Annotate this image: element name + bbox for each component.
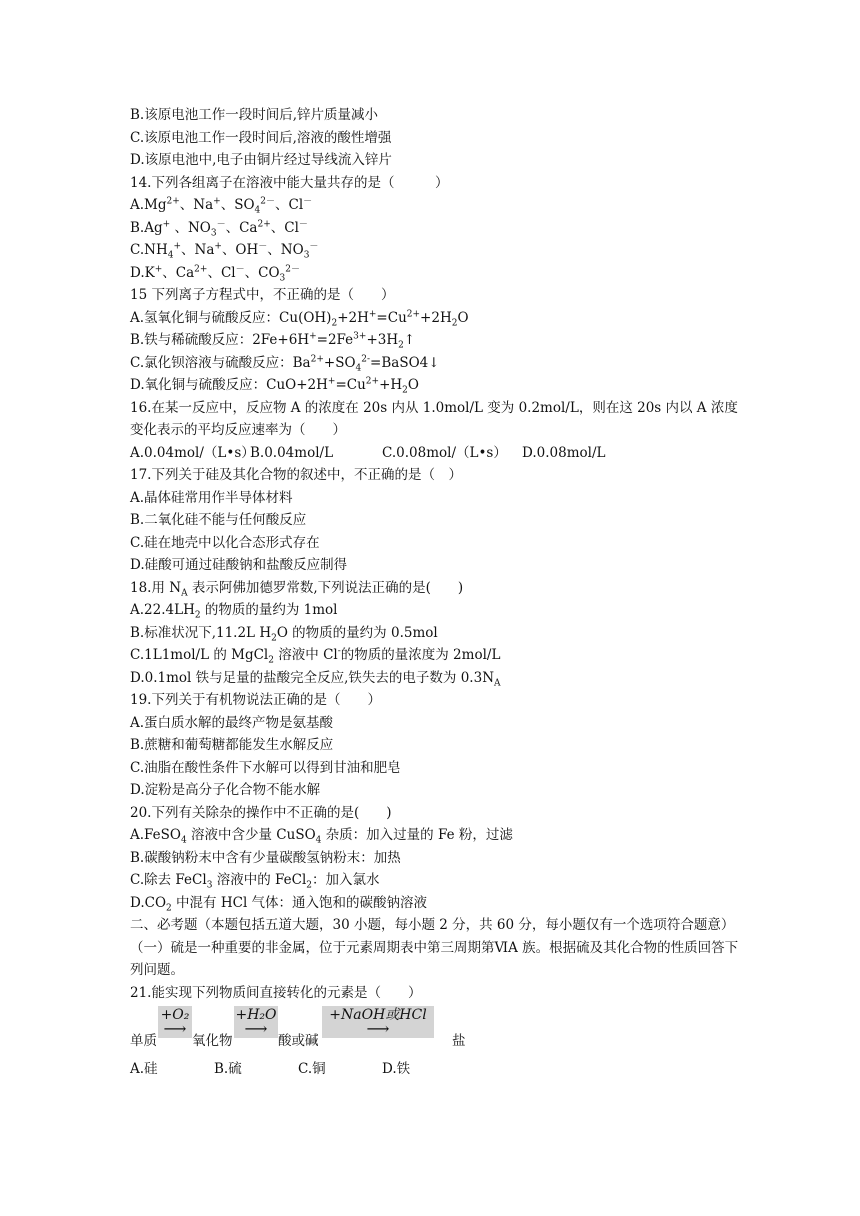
text-line-intro1: （一）硫是一种重要的非金属，位于元素周期表中第三周期第ⅥA 族。根据硫及其化合物的性质回答下列问题。 [130, 939, 739, 978]
text-line-q16: 16.在某一反应中，反应物 A 的浓度在 20s 内从 1.0mol/L 变为 0.2mol/L，则在这 20s 内以 A 浓度变化表示的平均反应速率为（ ） [130, 399, 738, 438]
arrow-label-a3: +NaOH或HCl [329, 1007, 427, 1023]
option-q21-0: A.硅 [130, 1061, 158, 1077]
formula-term-t3: 酸或碱 [278, 1032, 319, 1049]
text-line-q20: 20.下列有关除杂的操作中不正确的是( ) [130, 804, 392, 821]
text-line-c19: C.油脂在酸性条件下水解可以得到甘油和肥皂 [130, 759, 401, 776]
option-o16-3: D.0.08mol/L [522, 444, 606, 461]
option-o16-1: B.0.04mol/L [250, 444, 334, 461]
options-row-q21 [130, 1058, 750, 1081]
right-arrow-icon: ⟶ [366, 1019, 390, 1038]
option-o16-0: A.0.04mol/（L•s） [130, 444, 255, 461]
text-line-d13: D.该原电池中,电子由铜片经过导线流入锌片 [130, 152, 392, 168]
text-line-sec2: 二、必考题（本题包括五道大题，30 小题，每小题 2 分，共 60 分，每小题仅有一个选项符合题意） [130, 917, 735, 933]
conversion-formula [130, 1006, 750, 1058]
text-line-b18: B.标准状况下,11.2L $H_2O$ 的物质的量约为 0.5mol [130, 624, 438, 644]
text-line-a19: A.蛋白质水解的最终产物是氨基酸 [130, 714, 334, 731]
text-line-c15: C.氯化钡溶液与硫酸反应：$Ba^{2+}+SO_4^{2-}=BaSO4↓$ [130, 354, 440, 374]
reaction-arrow-a2 [234, 1006, 278, 1038]
text-line-a17: A.晶体硅常用作半导体材料 [130, 489, 293, 506]
text-line-b19: B.蔗糖和葡萄糖都能发生水解反应 [130, 737, 334, 753]
text-line-c14: $C.NH_4^+$、Na+、OH－、$NO_3^-$ [130, 241, 319, 261]
option-q21-3: D.铁 [382, 1061, 411, 1077]
text-line-b17: B.二氧化硅不能与任何酸反应 [130, 512, 307, 528]
formula-term-t1: 单质 [130, 1032, 157, 1049]
option-q21-1: B.硫 [214, 1061, 242, 1077]
reaction-arrow-a3 [322, 1006, 434, 1038]
text-line-d20: $D.CO_2$ 中混有 HCl 气体：通入饱和的碳酸钠溶液 [130, 894, 428, 914]
text-line-c17: C.硅在地壳中以化合态形式存在 [130, 534, 320, 551]
formula-term-t4: 盐 [452, 1032, 466, 1049]
options-row-o16 [130, 442, 750, 465]
text-line-q15: 15 下列离子方程式中，不正确的是（ ） [130, 287, 395, 303]
option-o16-2: C.0.08mol/（L•s） [382, 444, 507, 461]
arrow-label-a2: +H₂O [235, 1007, 277, 1023]
arrow-label-a1: +O₂ [160, 1007, 190, 1023]
text-line-q14: 14.下列各组离子在溶液中能大量共存的是（ ） [130, 174, 449, 191]
text-line-q21: 21.能实现下列物质间直接转化的元素是（ ） [130, 984, 422, 1001]
text-line-b15: B.铁与稀硫酸反应：$2Fe+6H^+=2Fe^{3+}+3H_2↑$ [130, 331, 416, 351]
text-line-d17: D.硅酸可通过硅酸钠和盐酸反应制得 [130, 557, 348, 573]
text-line-d18: D.0.1mol 铁与足量的盐酸完全反应,铁失去的电子数为 $0.3N_A$ [130, 669, 501, 689]
text-line-q18: 18.用 $N_A$ 表示阿佛加德罗常数,下列说法正确的是( ) [130, 579, 464, 599]
text-line-q17: 17.下列关于硅及其化合物的叙述中，不正确的是（ ） [130, 467, 462, 483]
exam-content [130, 104, 750, 1081]
text-line-a15: A.氢氧化铜与硫酸反应：$Cu(OH)_2+2H^+=Cu^{2+}+2H_2O$ [130, 309, 469, 329]
text-line-a14: $A.Mg^{2+}$、Na+、$SO_4^{2-}$、Cl－ [130, 196, 313, 216]
text-line-a18: $A.22.4LH_2$ 的物质的量约为 1mol [130, 602, 338, 621]
option-q21-2: C.铜 [298, 1061, 326, 1077]
formula-term-t2: 氧化物 [192, 1032, 233, 1049]
reaction-arrow-a1 [158, 1006, 192, 1038]
text-line-d14: D.K+、$Ca^{2+}$、Cl－、$CO_3^{2-}$ [130, 264, 300, 284]
text-line-b13: B.该原电池工作一段时间后,锌片质量减小 [130, 107, 379, 123]
text-line-q19: 19.下列关于有机物说法正确的是（ ） [130, 692, 381, 708]
text-line-b14: B.Ag+ 、$NO_3^-$、$Ca^{2+}$、Cl－ [130, 219, 308, 239]
text-line-b20: B.碳酸钠粉末中含有少量碳酸氢钠粉末：加热 [130, 849, 401, 866]
text-line-d19: D.淀粉是高分子化合物不能水解 [130, 782, 321, 798]
text-line-c13: C.该原电池工作一段时间后,溶液的酸性增强 [130, 129, 392, 146]
text-line-c20: C.除去 FeCl$_3$ 溶液中的 FeCl$_2$：加入氯水 [130, 872, 380, 891]
right-arrow-icon: ⟶ [163, 1019, 187, 1038]
text-line-c18: C.1L1mol/L 的 MgCl$_2$ 溶液中 Cl-的物质的量浓度为 2mol/L [130, 646, 501, 666]
right-arrow-icon: ⟶ [244, 1019, 268, 1038]
text-line-a20: A.FeSO$_4$ 溶液中含少量 CuSO$_4$ 杂质：加入过量的 Fe 粉，过滤 [130, 827, 513, 846]
text-line-d15: D.氧化铜与硫酸反应：$CuO+2H^+=Cu^{2+}+H_2O$ [130, 376, 419, 396]
